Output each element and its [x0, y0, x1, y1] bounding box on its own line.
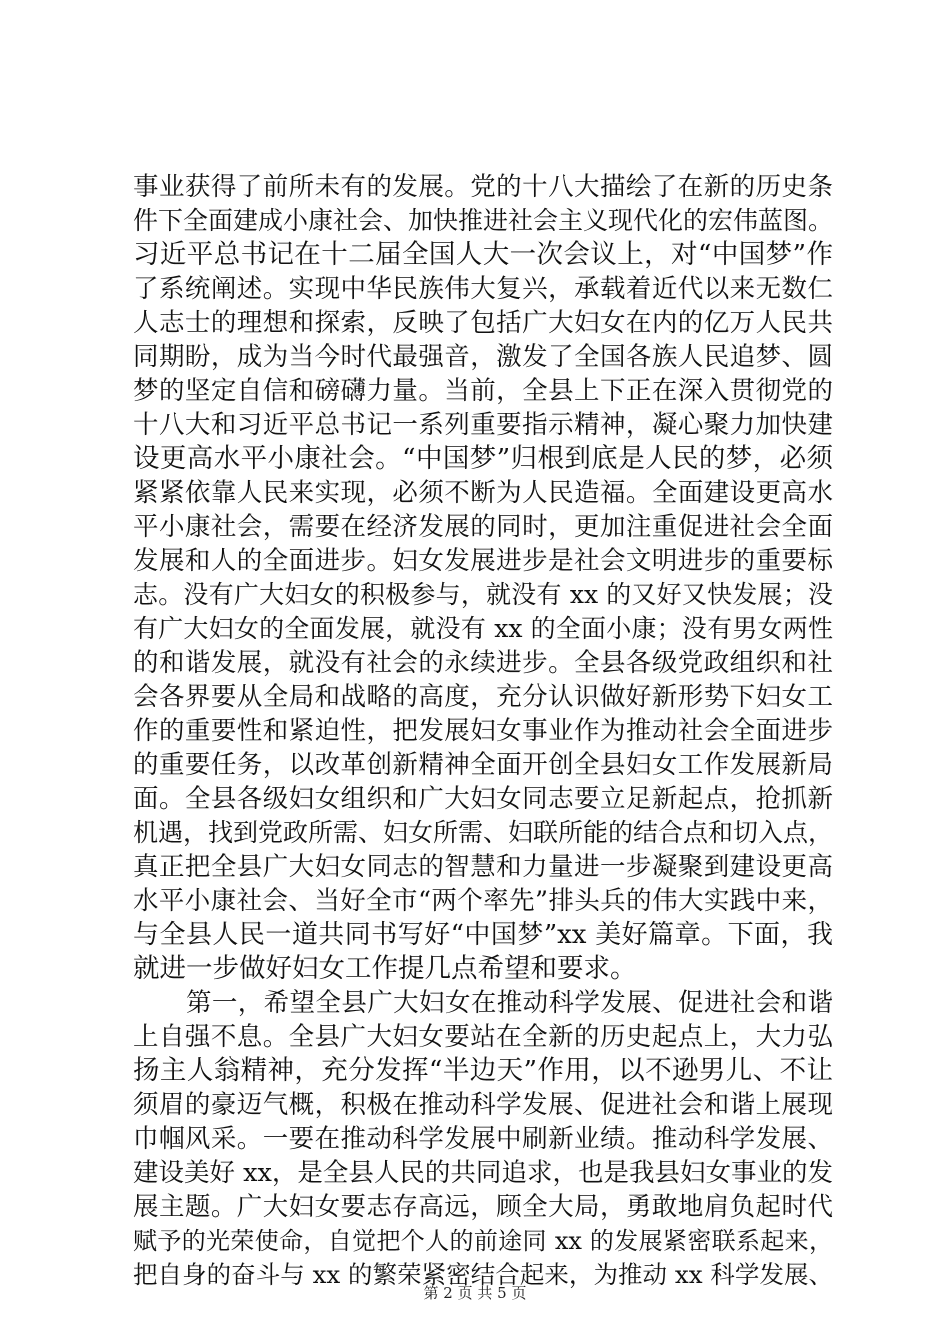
text-line: 的重要任务，以改革创新精神全面开创全县妇女工作发展新局 [133, 750, 833, 780]
text-line: 事业获得了前所未有的发展。党的十八大描绘了在新的历史条 [133, 172, 833, 202]
text-line: 梦的坚定自信和磅礴力量。当前，全县上下正在深入贯彻党的 [133, 376, 833, 406]
text-line: 十八大和习近平总书记一系列重要指示精神，凝心聚力加快建 [133, 410, 833, 440]
body-text [133, 170, 833, 1292]
text-line: 与全县人民一道共同书写好“中国梦”xx 美好篇章。下面，我 [133, 920, 833, 950]
text-line: 建设美好 xx，是全县人民的共同追求，也是我县妇女事业的发 [133, 1158, 833, 1188]
text-line: 真正把全县广大妇女同志的智慧和力量进一步凝聚到建设更高 [133, 852, 833, 882]
text-line: 了系统阐述。实现中华民族伟大复兴，承载着近代以来无数仁 [133, 274, 833, 304]
text-line: 的和谐发展，就没有社会的永续进步。全县各级党政组织和社 [133, 648, 833, 678]
text-line: 机遇，找到党政所需、妇女所需、妇联所能的结合点和切入点， [133, 818, 834, 847]
text-line: 展主题。广大妇女要志存高远，顾全大局，勇敢地肩负起时代 [133, 1192, 833, 1222]
text-line: 上自强不息。全县广大妇女要站在全新的历史起点上，大力弘 [133, 1022, 833, 1052]
text-line: 件下全面建成小康社会、加快推进社会主义现代化的宏伟蓝图。 [133, 206, 834, 235]
text-line: 紧紧依靠人民来实现，必须不断为人民造福。全面建设更高水 [133, 478, 833, 508]
text-line: 巾帼风采。一要在推动科学发展中刷新业绩。推动科学发展、 [133, 1124, 833, 1154]
text-line: 习近平总书记在十二届全国人大一次会议上，对“中国梦”作 [133, 239, 833, 270]
text-line: 志。没有广大妇女的积极参与，就没有 xx 的又好又快发展；没 [133, 580, 833, 609]
text-line: 平小康社会，需要在经济发展的同时，更加注重促进社会全面 [133, 512, 833, 542]
text-line: 发展和人的全面进步。妇女发展进步是社会文明进步的重要标 [133, 546, 833, 576]
text-line: 作的重要性和紧迫性，把发展妇女事业作为推动社会全面进步 [133, 716, 833, 746]
page-footer [0, 1282, 950, 1303]
text-line: 会各界要从全局和战略的高度，充分认识做好新形势下妇女工 [133, 682, 833, 712]
paragraph-start-line: 第一，希望全县广大妇女在推动科学发展、促进社会和谐 [186, 988, 833, 1018]
text-line: 扬主人翁精神，充分发挥“半边天”作用，以不逊男儿、不让 [133, 1055, 833, 1086]
text-line: 有广大妇女的全面发展，就没有 xx 的全面小康；没有男女两性 [133, 614, 833, 643]
text-line: 须眉的豪迈气概，积极在推动科学发展、促进社会和谐上展现 [133, 1090, 833, 1120]
text-line: 赋予的光荣使命，自觉把个人的前途同 xx 的发展紧密联系起来， [133, 1227, 833, 1255]
text-line: 就进一步做好妇女工作提几点希望和要求。 [133, 953, 637, 984]
text-line: 把自身的奋斗与 xx 的繁荣紧密结合起来，为推动 xx 科学发展、 [133, 1260, 833, 1289]
text-line: 面。全县各级妇女组织和广大妇女同志要立足新起点，抢抓新 [133, 784, 833, 814]
text-line: 人志士的理想和探索，反映了包括广大妇女在内的亿万人民共 [133, 308, 833, 338]
text-line: 设更高水平小康社会。“中国梦”归根到底是人民的梦，必须 [133, 443, 833, 474]
text-line: 水平小康社会、当好全市“两个率先”排头兵的伟大实践中来， [133, 886, 833, 916]
page-number-label: 第 2 页 共 5 页 [423, 1284, 527, 1302]
text-line: 同期盼，成为当今时代最强音，激发了全国各族人民追梦、圆 [133, 342, 833, 372]
